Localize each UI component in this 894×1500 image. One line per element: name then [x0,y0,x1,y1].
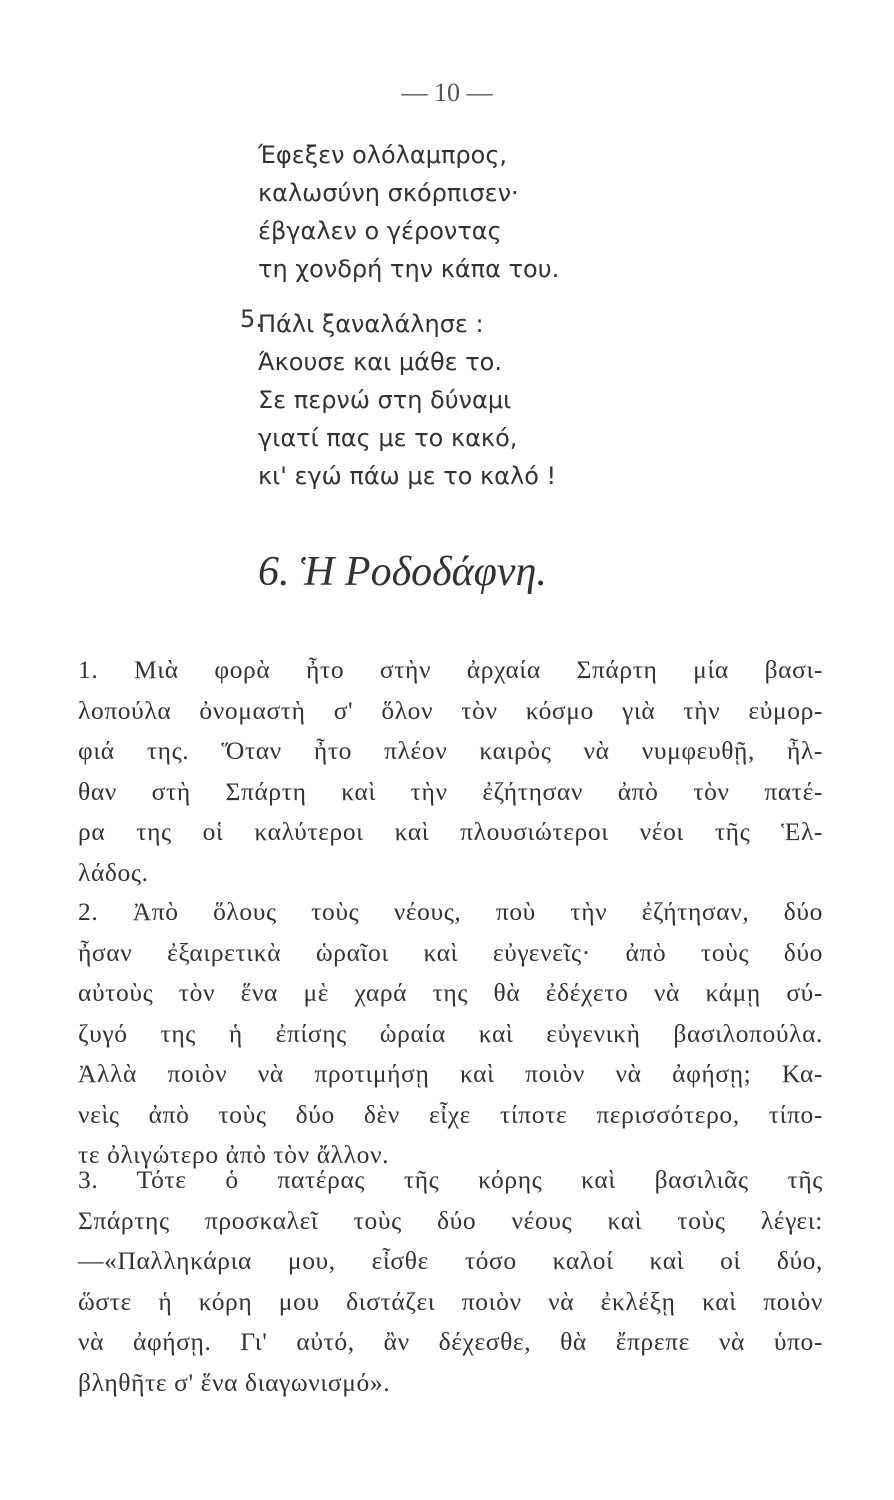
prose-line: 3. Τότε ὁ πατέρας τῆς κόρης καὶ βασιλιᾶς τῆς [78,1165,823,1194]
prose-line: νὰ ἀφήσῃ. Γι' αὐτό, ἂν δέχεσθε, θὰ ἔπρεπε νὰ ὑπο- [78,1327,823,1356]
prose-line: Ἀλλὰ ποιὸν νὰ προτιμήσῃ καὶ ποιὸν νὰ ἀφήσῃ; Κα- [78,1059,823,1088]
prose-line: λάδος. [78,857,149,887]
poem-line: Σε περνώ στη δύναμι [258,386,512,414]
chapter-title: 6. Ἡ Ροδοδάφνη. [258,549,547,595]
page-number: — 10 — [401,78,493,107]
prose-line: ζυγό της ἡ ἐπίσης ὡραία καὶ εὐγενικὴ βασιλοπούλα. [78,1018,823,1048]
paragraph-3 [78,1160,823,1403]
prose-line: τε ὀλιγώτερο ἀπὸ τὸν ἄλλον. [78,1140,390,1169]
poem-stanza-1 [258,136,858,288]
prose-line: θαν στὴ Σπάρτη καὶ τὴν ἐζήτησαν ἀπὸ τὸν πατέ- [78,776,823,806]
poem-line: κι' εγώ πάω με το καλό ! [258,462,557,490]
poem-stanza-2 [240,305,858,495]
prose-line: ρα της οἱ καλύτεροι καὶ πλουσιώτεροι νέοι τῆς Ἑλ- [78,817,823,846]
prose-line: Σπάρτης προσκαλεῖ τοὺς δύο νέους καὶ τοὺς λέγει: [78,1205,823,1235]
prose-line: φιά της. Ὅταν ἦτο πλέον καιρὸς νὰ νυμφευθῇ, ἦλ- [78,736,823,765]
prose-line: αὐτοὺς τὸν ἕνα μὲ χαρά της θὰ ἐδέχετο νὰ κάμῃ σύ- [78,978,823,1007]
poem-line: γιατί πας με το κακό, [258,424,518,452]
poem-line: καλωσύνη σκόρπισεν· [258,179,519,207]
poem-line: έβγαλεν ο γέροντας [258,217,502,245]
prose-line: λοπούλα ὀνομαστὴ σ' ὅλον τὸν κόσμο γιὰ τὴν εὐμορ- [78,695,823,725]
prose-line: 1. Μιὰ φορὰ ἦτο στὴν ἀρχαία Σπάρτη μία βασι- [78,655,823,684]
prose-line: βληθῆτε σ' ἕνα διαγωνισμό». [78,1367,391,1397]
prose-line: —«Παλληκάρια μου, εἶσθε τόσο καλοί καὶ οἱ δύο, [78,1246,823,1275]
paragraph-2 [78,892,823,1176]
prose-line: 2. Ἀπὸ ὅλους τοὺς νέους, ποὺ τὴν ἐζήτησαν, δύο [78,897,823,926]
verse-number: 5. [240,305,263,333]
prose-line: ἦσαν ἐξαιρετικὰ ὡραῖοι καὶ εὐγενεῖς· ἀπὸ τοὺς δύο [78,937,823,967]
prose-line: ὥστε ἡ κόρη μου διστάζει ποιὸν νὰ ἐκλέξῃ καὶ ποιὸν [78,1286,823,1316]
prose-line: νεὶς ἀπὸ τοὺς δύο δὲν εἶχε τίποτε περισσότερο, τίπο- [78,1099,823,1129]
poem-line: Έφεξεν ολόλαμπρος, [258,141,508,169]
poem-line: Πάλι ξαναλάλησε : [258,310,484,338]
paragraph-1 [78,650,823,893]
poem-line: Άκουσε και μάθε το. [258,348,502,376]
poem-line: τη χονδρή την κάπα του. [258,255,560,283]
